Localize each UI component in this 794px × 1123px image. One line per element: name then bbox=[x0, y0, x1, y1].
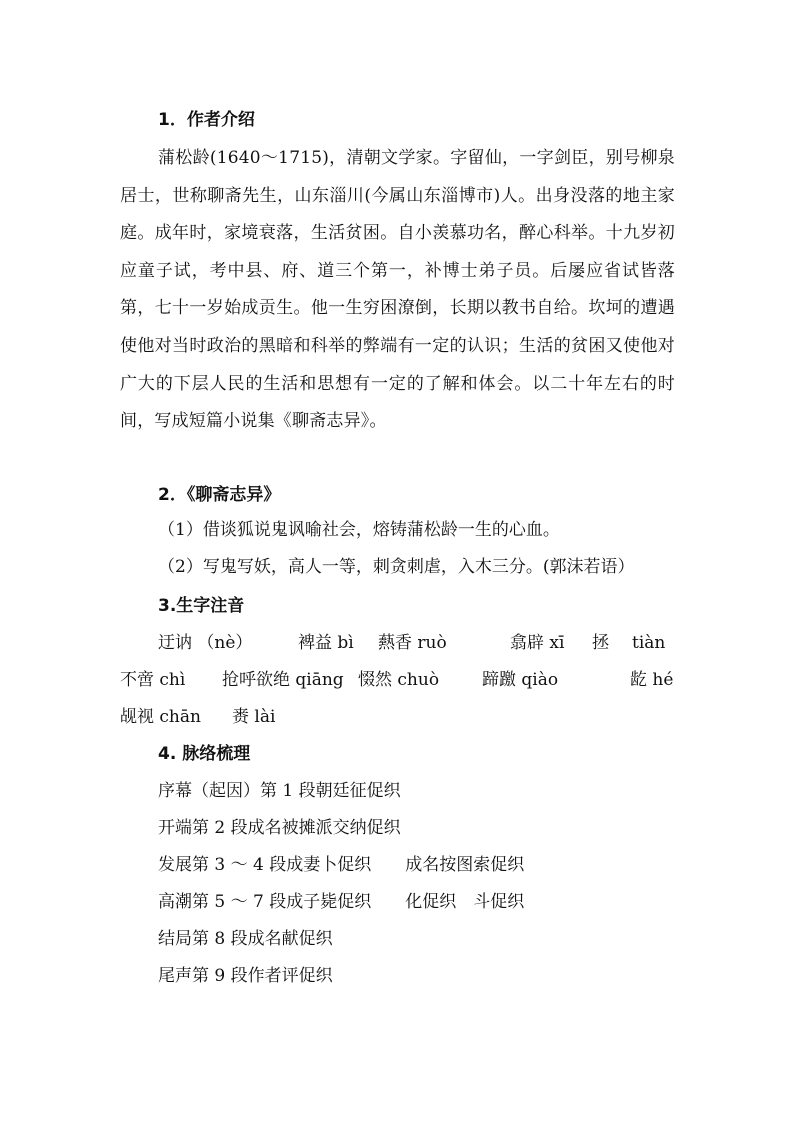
outline-line: 尾声第 9 段作者评促织 bbox=[158, 966, 333, 986]
book-item-2: （2）写鬼写妖，高人一等，刺贪刺虐，入木三分。(郭沫若语） bbox=[158, 557, 635, 577]
section-heading-book: 2．《聊斋志异》 bbox=[158, 485, 281, 505]
outline-line: 序幕（起因）第 1 段朝廷征促织 bbox=[158, 781, 401, 801]
outline-line: 开端第 2 段成名被摊派交纳促织 bbox=[158, 818, 401, 838]
pinyin-word: 蹄躈 qiào bbox=[482, 670, 559, 690]
pinyin-word: 翕辟 xī bbox=[510, 633, 565, 653]
pinyin-word: 惙然 chuò bbox=[358, 670, 440, 690]
pinyin-word: tiàn bbox=[632, 633, 666, 653]
pinyin-word: 不啻 chì bbox=[120, 670, 186, 690]
pinyin-word: 裨益 bì bbox=[298, 633, 354, 653]
book-item-1: （1）借谈狐说鬼讽喻社会，熔铸蒲松龄一生的心血。 bbox=[158, 520, 560, 540]
section-heading-author: 1．作者介绍 bbox=[158, 110, 255, 130]
outline-line: 发展第 3 ～ 4 段成妻卜促织 成名按图索促织 bbox=[158, 855, 525, 875]
section-heading-pinyin: 3.生字注音 bbox=[158, 596, 245, 616]
pinyin-word: 抢呼欲绝 qiāng bbox=[222, 670, 344, 690]
pinyin-word: 龁 hé bbox=[630, 670, 674, 690]
pinyin-word: 赉 lài bbox=[232, 707, 276, 727]
pinyin-word: 爇香 ruò bbox=[378, 633, 447, 653]
pinyin-word: 觇视 chān bbox=[120, 707, 201, 727]
outline-line: 高潮第 5 ～ 7 段成子毙促织 化促织 斗促织 bbox=[158, 892, 525, 912]
pinyin-word: 拯 bbox=[592, 633, 609, 653]
outline-line: 结局第 8 段成名献促织 bbox=[158, 929, 333, 949]
section-heading-outline: 4. 脉络梳理 bbox=[158, 744, 251, 764]
pinyin-word: 迂讷 （nè） bbox=[158, 633, 253, 653]
author-paragraph: 蒲松龄(1640～1715)，清朝文学家。字留仙，一字剑臣，别号柳泉居士，世称聊斋先生，山东淄川(今属山东淄博市)人。出身没落的地主家庭。成年时，家境衰落，生活贫困。自小羡慕功名，醉心科举。十九岁初应童子试，考中县、府、道三个第一，补博士弟子员。后屡应省试皆落第，七十一岁始成贡生。他一生穷困潦倒，长期以教书自给。坎坷的遭遇使他对当时政治的黑暗和科举的弊端有一定的认识；生活的贫困又使他对广大的下层人民的生活和思想有一定的了解和体会。以二十年左右的时间，写成短篇小说集《聊斋志异》。 bbox=[120, 148, 675, 432]
